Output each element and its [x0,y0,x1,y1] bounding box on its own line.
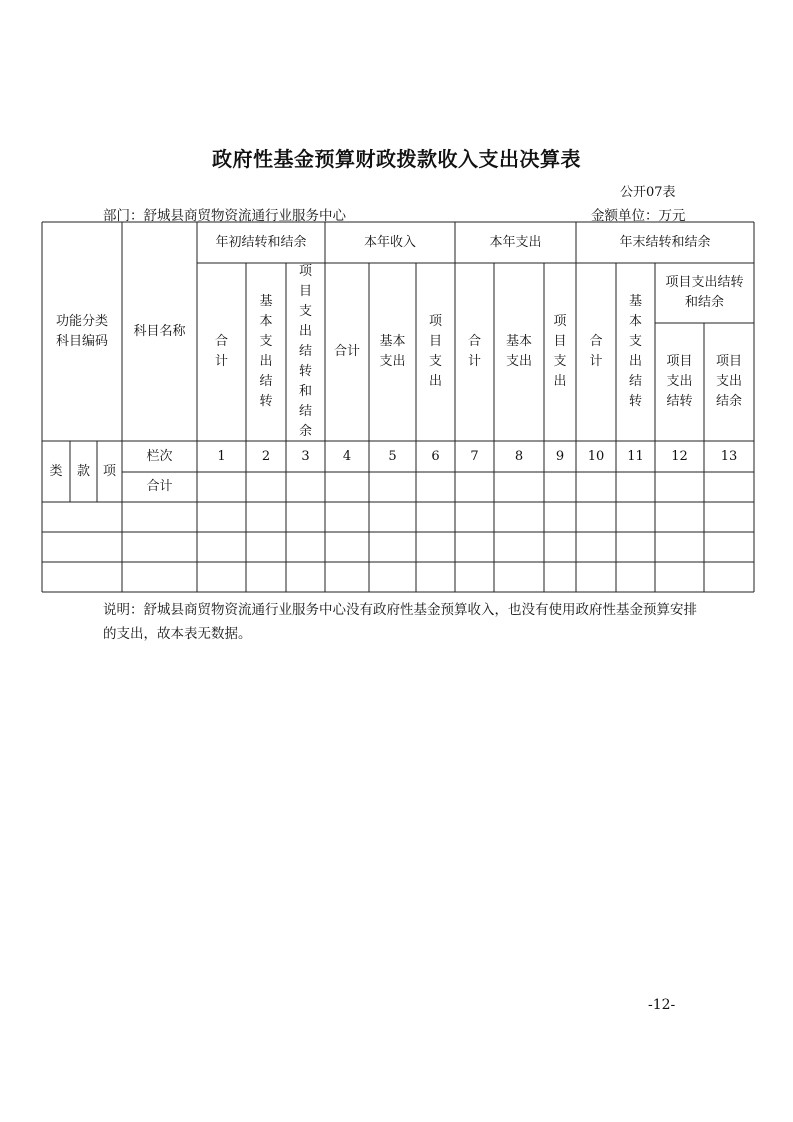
department-label: 部门：舒城县商贸物资流通行业服务中心 [103,208,346,224]
group-expense-header: 本年支出 [489,234,542,250]
row-total-label: 合计 [146,479,173,494]
col-number: 13 [720,448,738,464]
group-income-header: 本年收入 [363,234,416,250]
amount-unit-label: 金额单位：万元 [591,208,686,224]
end-total-header: 合计 [589,334,603,369]
end-project-carry-header: 项目支出结转 [666,354,693,409]
page-title: 政府性基金预算财政拨款收入支出决算表 [212,147,581,171]
group-begin-header: 年初结转和结余 [215,234,307,250]
subject-name-header: 科目名称 [133,323,186,339]
income-total-header: 合计 [333,344,360,359]
row-col-index-label: 栏次 [146,448,173,464]
end-project-surplus-header: 项目支出结余 [715,354,742,409]
col-number: 1 [217,448,226,464]
col-number: 9 [555,448,565,464]
xiang-header: 项 [102,463,116,479]
income-project-header: 项目支出 [428,314,442,389]
expense-basic-header: 基本支出 [505,334,532,369]
col-number: 7 [470,448,479,464]
expense-total-header: 合计 [467,334,481,369]
group-end-header: 年末结转和结余 [619,234,711,250]
lei-header: 类 [49,463,63,479]
begin-total-header: 合计 [214,334,228,369]
col-number: 10 [587,448,605,464]
begin-basic-carry-header: 基本支出结转 [259,294,273,409]
col-number: 3 [301,448,310,464]
func-code-header: 功能分类科目编码 [55,313,108,349]
expense-project-header: 项目支出 [553,314,567,389]
col-number: 8 [514,448,524,464]
end-project-subgroup-header: 项目支出结转和结余 [665,275,744,310]
form-number: 公开07表 [620,185,676,200]
col-number: 6 [431,448,440,464]
col-number: 11 [627,448,644,464]
table-note: 说明：舒城县商贸物资流通行业服务中心没有政府性基金预算收入，也没有使用政府性基金预算安排的支出，故本表无数据。 [103,602,697,642]
kuan-header: 款 [76,463,90,479]
col-number: 4 [342,448,352,464]
col-number: 5 [388,448,397,464]
col-number: 2 [261,448,271,464]
page-number: -12- [648,997,676,1013]
income-basic-header: 基本支出 [379,334,406,369]
begin-project-carry-surplus-header: 项目支出结转和结余 [298,264,312,439]
col-number: 12 [671,448,688,464]
end-basic-carry-header: 基本支出结转 [628,294,642,409]
